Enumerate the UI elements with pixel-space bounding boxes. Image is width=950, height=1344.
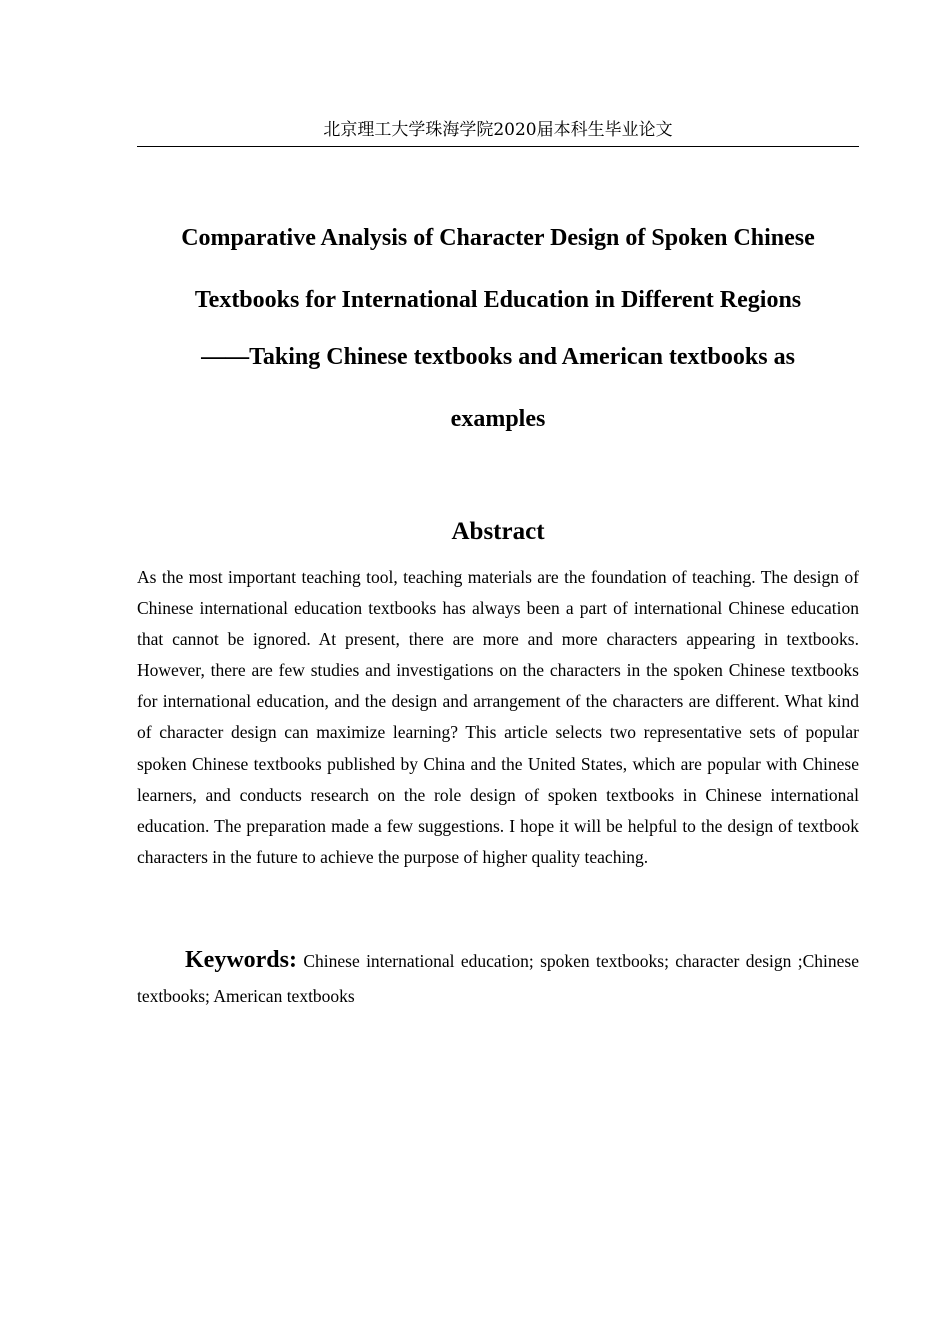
keywords-paragraph — [137, 943, 859, 1014]
title-line-3: ——Taking Chinese textbooks and American textbooks as — [201, 344, 795, 370]
header-divider — [137, 146, 859, 147]
title-line-1: Comparative Analysis of Character Design of Spoken Chinese — [181, 225, 815, 251]
title-line-2: Textbooks for International Education in Different Regions — [194, 287, 802, 313]
running-header: 北京理工大学珠海学院2020届本科生毕业论文 — [323, 120, 673, 140]
abstract-body: As the most important teaching tool, teaching materials are the foundation of teaching. The design of Chinese international education textbooks has always been a part of international Chinese education that cannot be ignored. At present, there are more and more characters appearing in textbooks. However, there are few studies and investigations on the characters in the spoken Chinese textbooks for international education, and the design and arrangement of the characters are different. What kind of character design can maximize learning? This article selects two representative sets of popular spoken Chinese textbooks published by China and the United States, which are popular with Chinese learners, and conducts research on the role design of spoken textbooks in Chinese international education. The preparation made a few suggestions. I hope it will be helpful to the design of textbook characters in the future to achieve the purpose of higher quality teaching. — [137, 567, 859, 867]
keywords-text: Chinese international education; spoken textbooks; character design ;Chinese textbooks; American textbooks — [137, 951, 860, 1006]
keywords-label: Keywords: — [185, 947, 297, 973]
title-line-4: examples — [450, 406, 546, 432]
abstract-heading: Abstract — [451, 518, 545, 545]
